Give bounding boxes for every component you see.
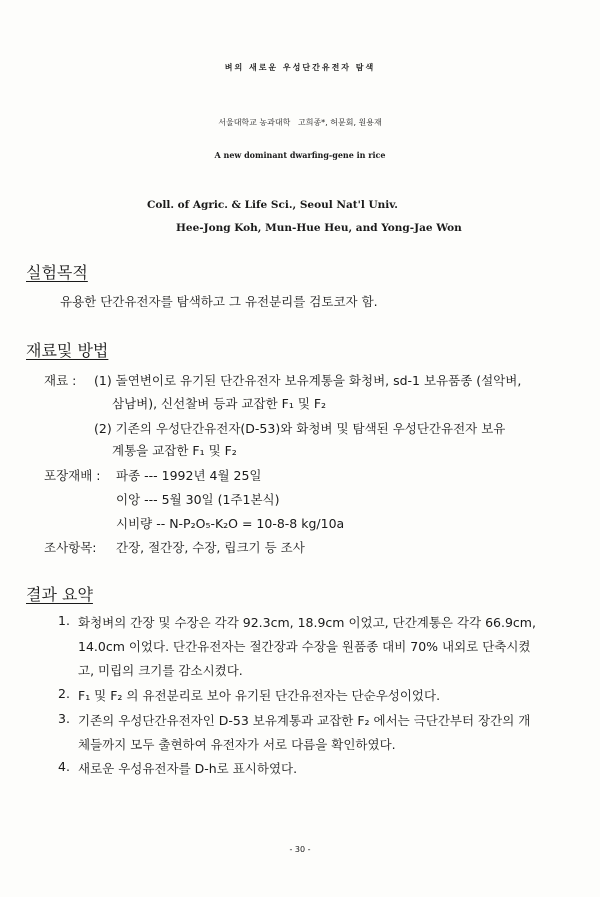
section-heading-purpose: 실험목적 [26,263,88,282]
material-label: 재료 : [44,373,77,388]
page-number: - 30 - [289,845,311,854]
result-2-line-1: F₁ 및 F₂ 의 유전분리로 보아 유기된 단간유전자는 단순우성이었다. [78,688,441,703]
survey-label: 조사항목: [44,540,97,555]
section-heading-results: 결과 요약 [26,585,93,604]
fertilizer-rate: 시비량 -- N-P₂O₅-K₂O = 10-8-8 kg/10a [116,516,345,531]
result-4-number: 4. [58,759,70,774]
sowing-date: 파종 --- 1992년 4월 25일 [116,468,262,483]
result-3-number: 3. [58,711,70,726]
material-item-2-line-1: (2) 기존의 우성단간유전자(D-53)와 화청벼 및 탐색된 우성단간유전자 보유 [94,421,506,436]
authors-korean [0,117,600,128]
result-1-line-1: 화청벼의 간장 및 수장은 각각 92.3cm, 18.9cm 이었고, 단간계통은 각각 66.9cm, [78,615,536,630]
purpose-text: 유용한 단간유전자를 탐색하고 그 유전분리를 검토코자 함. [60,294,378,309]
material-item-2-line-2: 계통을 교잡한 F₁ 및 F₂ [112,443,237,458]
result-1-line-3: 고, 미립의 크기를 감소시켰다. [78,663,243,678]
result-1-line-2: 14.0cm 이었다. 단간유전자는 절간장과 수장을 원품종 대비 70% 내외로 단축시켰 [78,639,531,654]
title-english: A new dominant dwarfing-gene in rice [214,150,386,160]
survey-items: 간장, 절간장, 수장, 립크기 등 조사 [116,540,305,555]
affiliation-english: Coll. of Agric. & Life Sci., Seoul Nat'l Univ. [147,199,398,211]
result-3-line-1: 기존의 우성단간유전자인 D-53 보유계통과 교잡한 F₂ 에서는 극단간부터 장간의 개 [78,713,531,728]
material-item-1-line-1: (1) 돌연변이로 유기된 단간유전자 보유계통을 화청벼, sd-1 보유품종 (설악벼, [94,373,522,388]
result-1-number: 1. [58,613,70,628]
field-cultivation-label: 포장재배 : [44,468,101,483]
affiliation-korean: 서울대학교 농과대학 [218,118,291,127]
title-korean: 벼의 새로운 우성단간유전자 탐색 [224,63,376,72]
author-names-korean: 고희종*, 허문회, 원용재 [298,118,382,127]
material-item-1-line-2: 삼남벼), 신선찰벼 등과 교잡한 F₁ 및 F₂ [112,396,327,411]
result-2-number: 2. [58,686,70,701]
section-heading-methods: 재료및 방법 [26,341,109,360]
result-4-line-1: 새로운 우성유전자를 D-h로 표시하였다. [78,761,298,776]
authors-english: Hee-Jong Koh, Mun-Hue Heu, and Yong-Jae Won [176,222,462,234]
result-3-line-2: 체들까지 모두 출현하여 유전자가 서로 다름을 확인하였다. [78,737,396,752]
transplant-date: 이앙 --- 5월 30일 (1주1본식) [116,492,280,507]
